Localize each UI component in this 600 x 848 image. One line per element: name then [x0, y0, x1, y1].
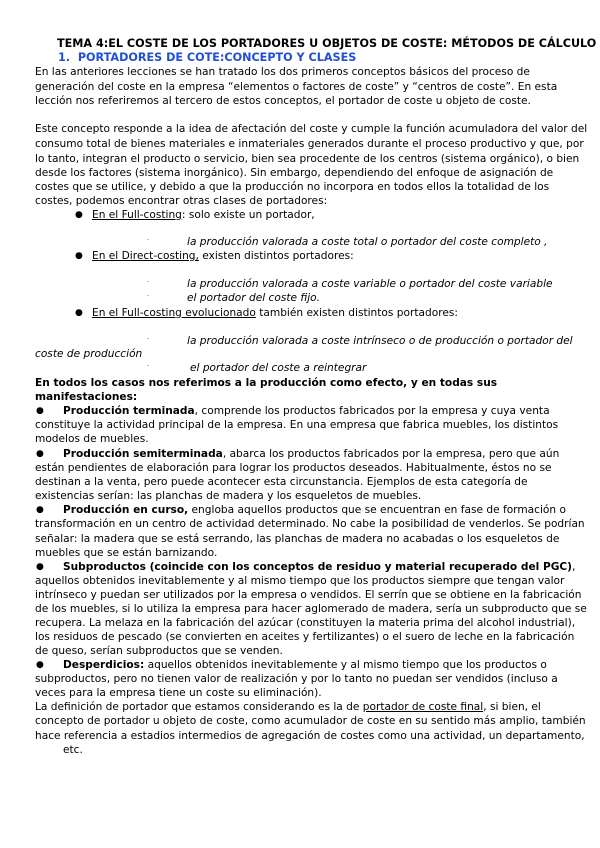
paragraph-line: están pendientes de elaboración para lograr los productos deseados. Habitualmente, éstos no se: [35, 462, 552, 474]
paragraph-line: intrínseco y puedan ser utilizados por la empresa o vendidos. El serrín que se obtiene en la fabricación: [35, 589, 582, 601]
paragraph-line: costes, podemos encontrar otras clases de portadores:: [35, 195, 328, 207]
list-item-direct-costing: [92, 250, 354, 263]
paragraph-line: concepto de portador u objeto de coste, como acumulador de coste en su sentido más amplio, también: [35, 715, 586, 727]
direct-costing-text: existen distintos portadores:: [198, 250, 354, 262]
paragraph-line: hace referencia a estadios intermedios de agregación de costes como una actividad, un departamento,: [35, 730, 585, 742]
term-text: , abarca los productos fabricados por la empresa, pero que aún: [222, 448, 560, 460]
bullet-icon: ●: [75, 251, 83, 261]
paragraph-line: modelos de muebles.: [35, 433, 149, 445]
closing-underlined-term: portador de coste final: [362, 701, 484, 713]
sub-list-item: el portador del coste fijo.: [187, 292, 321, 304]
list-item-full-costing-evolucionado: [92, 307, 458, 320]
paragraph-line: transformación en un centro de actividad determinado. No cabe la posibilidad de venderlos. Se podrían: [35, 518, 585, 530]
term-label: Producción terminada: [63, 405, 195, 417]
term-text: engloba aquellos productos que se encuentran en fase de formación o: [188, 504, 566, 516]
paragraph-line: constituye la actividad principal de la empresa. En una empresa que fabrica muebles, los distintos: [35, 419, 559, 431]
list-item-produccion-en-curso: [63, 504, 566, 517]
paragraph-line: Este concepto responde a la idea de afectación del coste y cumple la función acumuladora del valor del: [35, 123, 588, 135]
closing-text: La definición de portador que estamos considerando es la de: [35, 701, 363, 713]
list-item-produccion-terminada: [63, 405, 550, 418]
bullet-icon: ●: [36, 406, 44, 416]
sub-list-item: la producción valorada a coste intrínseco o de producción o portador del: [187, 335, 573, 347]
paragraph-line: [35, 701, 541, 714]
paragraph-line: lo tanto, integran el producto o servicio, bien sea procedente de los centros (sistema orgánico), o bien: [35, 153, 580, 165]
paragraph-line: En las anteriores lecciones se han tratado los dos primeros conceptos básicos del proceso de: [35, 66, 530, 78]
sub-list-item: la producción valorada a coste variable o portador del coste variable: [187, 278, 553, 290]
list-item-subproductos: [63, 561, 575, 574]
sub-list-item: el portador del coste a reintegrar: [190, 362, 367, 374]
paragraph-line: destinan a la venta, pero puede acontecer esta circunstancia. Ejemplos de esta categoría de: [35, 476, 528, 488]
sub-list-item: la producción valorada a coste total o portador del coste completo ,: [187, 236, 548, 248]
term-text: , comprende los productos fabricados por la empresa y cuya venta: [194, 405, 550, 417]
paragraph-line: de queso, serían subproductos que se venden.: [35, 645, 283, 657]
term-label: Desperdicios:: [63, 659, 145, 671]
paragraph-line: lección nos referiremos al tercero de estos conceptos, el portador de coste u objeto de coste.: [35, 95, 531, 107]
bullet-icon: ●: [75, 308, 83, 318]
direct-costing-label: En el Direct-costing,: [92, 250, 199, 262]
paragraph-line: aquellos obtenidos inevitablemente y al mismo tiempo que los productos siempre que tengan valor: [35, 575, 565, 587]
paragraph-line: desde los factores (sistema inorgánico). Sin embargo, dependiendo del enfoque de asignación de: [35, 167, 554, 179]
closing-text: , si bien, el: [483, 701, 541, 713]
paragraph-line: veces para la empresa tiene un coste su eliminación).: [35, 687, 322, 699]
section-number: 1.: [58, 51, 71, 64]
paragraph-line: los residuos de pescado (se convierten en aceites y fertilizantes) o el suero de leche en la fabricación: [35, 631, 575, 643]
list-item-desperdicios: [63, 659, 547, 672]
sub-bullet-icon: ·: [147, 236, 150, 244]
term-label: Subproductos (coincide con los conceptos de residuo y material recuperado del PGC): [63, 561, 573, 573]
full-costing-evol-label: En el Full-costing evolucionado: [92, 307, 256, 319]
term-label: Producción en curso,: [63, 504, 189, 516]
paragraph-line: costes que se utilice, y debido a que la producción no incorpora en todos ellos la totalidad de los: [35, 181, 550, 193]
full-costing-label: En el Full-costing: [92, 209, 182, 221]
sub-bullet-icon: ·: [147, 335, 150, 343]
paragraph-line: subproductos, pero no tienen valor de realización y por lo tanto no puedan ser vendidos (incluso a: [35, 673, 558, 685]
paragraph-line: de los muebles, si lo utiliza la empresa para hacer aglomerado de madera, sería un subproducto que se: [35, 603, 587, 615]
term-text: aquellos obtenidos inevitablemente y al mismo tiempo que los productos o: [144, 659, 547, 671]
paragraph-line: señalar: la madera que se está serrando, las planchas de madera no acabadas o los esqueletos de: [35, 533, 560, 545]
section-heading: [58, 51, 356, 64]
list-item-produccion-semiterminada: [63, 448, 559, 461]
full-costing-evol-text: también existen distintos portadores:: [255, 307, 458, 319]
sub-bullet-icon: ·: [147, 292, 150, 300]
paragraph-line: recupera. La melaza en la fabricación del azúcar (constituyen la materia prima del alcohol industrial),: [35, 617, 576, 629]
bullet-icon: ●: [36, 505, 44, 515]
sub-bullet-icon: ·: [147, 278, 150, 286]
summary-heading: En todos los casos nos referimos a la producción como efecto, y en todas sus: [35, 377, 498, 389]
full-costing-text: : solo existe un portador,: [181, 209, 315, 221]
paragraph-line: consumo total de bienes materiales e inmateriales generados durante el proceso productivo y que, por: [35, 138, 584, 150]
bullet-icon: ●: [36, 449, 44, 459]
summary-heading: manifestaciones:: [35, 391, 138, 403]
paragraph-line: generación del coste en la empresa “elementos o factores de coste” y “centros de coste”. En esta: [35, 81, 558, 93]
term-text: ,: [572, 561, 576, 573]
bullet-icon: ●: [36, 562, 44, 572]
sub-bullet-icon: ·: [147, 362, 150, 370]
list-item-full-costing: [92, 209, 315, 222]
bullet-icon: ●: [36, 660, 44, 670]
paragraph-line: etc.: [63, 744, 83, 756]
page-title: TEMA 4:EL COSTE DE LOS PORTADORES U OBJETOS DE COSTE: MÉTODOS DE CÁLCULO: [57, 37, 597, 50]
sub-list-item-continuation: coste de producción: [35, 348, 143, 360]
paragraph-line: existencias serían: las planchas de madera y los esqueletos de muebles.: [35, 490, 422, 502]
paragraph-line: muebles que se están barnizando.: [35, 547, 218, 559]
term-label: Producción semiterminada: [63, 448, 223, 460]
bullet-icon: ●: [75, 210, 83, 220]
section-heading-text: PORTADORES DE COTE:CONCEPTO Y CLASES: [77, 51, 357, 64]
